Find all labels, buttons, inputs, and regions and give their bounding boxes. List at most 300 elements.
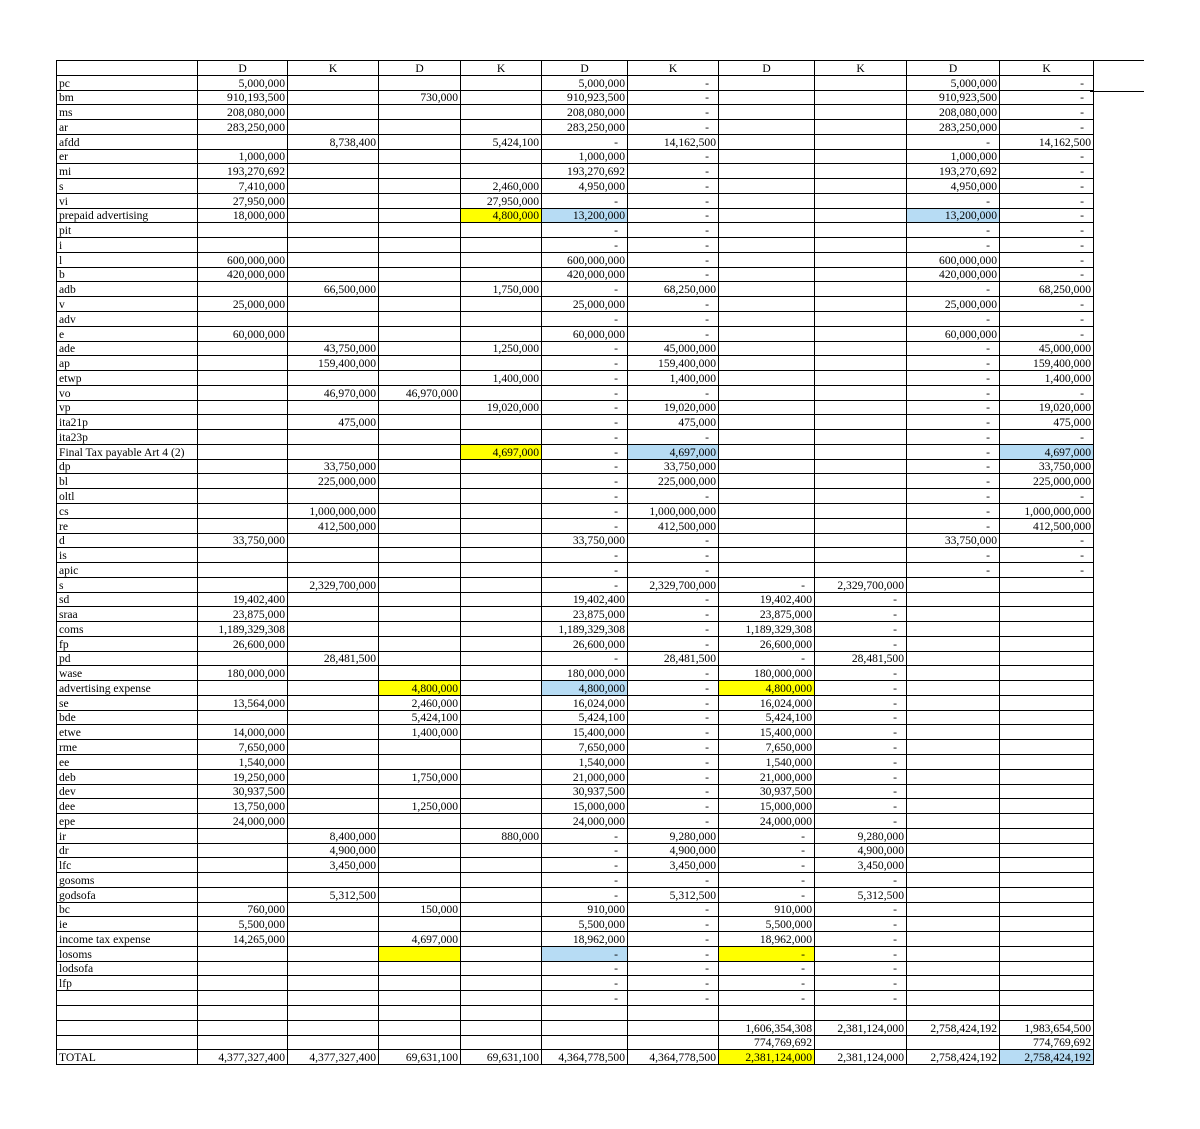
value-cell[interactable] (461, 503, 542, 518)
value-cell[interactable]: 33,750,000 (907, 533, 1000, 548)
value-cell[interactable]: - (719, 946, 815, 961)
value-cell[interactable]: 4,697,000 (461, 444, 542, 459)
account-cell[interactable]: losoms (57, 946, 198, 961)
value-cell[interactable]: 1,000,000,000 (1000, 503, 1094, 518)
account-cell[interactable]: ar (57, 120, 198, 135)
value-cell[interactable]: 3,450,000 (815, 858, 907, 873)
value-cell[interactable] (719, 518, 815, 533)
value-cell[interactable]: 283,250,000 (542, 120, 628, 135)
value-cell[interactable]: 19,402,400 (542, 592, 628, 607)
value-cell[interactable] (461, 149, 542, 164)
value-cell[interactable]: 412,500,000 (1000, 518, 1094, 533)
value-cell[interactable] (288, 681, 379, 696)
value-cell[interactable]: 2,460,000 (461, 179, 542, 194)
value-cell[interactable] (288, 961, 379, 976)
value-cell[interactable]: 2,381,124,000 (719, 1050, 815, 1065)
value-cell[interactable]: - (542, 223, 628, 238)
value-cell[interactable] (379, 991, 461, 1006)
value-cell[interactable]: - (628, 961, 719, 976)
value-cell[interactable]: - (1000, 90, 1094, 105)
value-cell[interactable] (461, 75, 542, 90)
value-cell[interactable]: 1,750,000 (379, 769, 461, 784)
value-cell[interactable]: 4,697,000 (1000, 444, 1094, 459)
value-cell[interactable]: - (628, 681, 719, 696)
value-cell[interactable]: 4,800,000 (379, 681, 461, 696)
value-cell[interactable]: - (542, 400, 628, 415)
value-cell[interactable] (628, 1006, 719, 1021)
value-cell[interactable] (1000, 636, 1094, 651)
value-cell[interactable] (1000, 946, 1094, 961)
value-cell[interactable]: 4,800,000 (542, 681, 628, 696)
value-cell[interactable] (461, 1006, 542, 1021)
value-cell[interactable]: - (628, 946, 719, 961)
value-cell[interactable] (379, 444, 461, 459)
value-cell[interactable] (379, 548, 461, 563)
value-cell[interactable]: 7,650,000 (719, 740, 815, 755)
value-cell[interactable]: - (542, 134, 628, 149)
value-cell[interactable]: - (628, 666, 719, 681)
value-cell[interactable] (907, 784, 1000, 799)
value-cell[interactable]: - (815, 784, 907, 799)
value-cell[interactable] (461, 297, 542, 312)
value-cell[interactable] (815, 193, 907, 208)
value-cell[interactable] (461, 799, 542, 814)
value-cell[interactable]: 19,402,400 (719, 592, 815, 607)
value-cell[interactable] (379, 873, 461, 888)
value-cell[interactable]: - (1000, 533, 1094, 548)
value-cell[interactable]: - (815, 991, 907, 1006)
value-cell[interactable] (461, 710, 542, 725)
value-cell[interactable]: 475,000 (288, 415, 379, 430)
value-cell[interactable]: 5,000,000 (542, 75, 628, 90)
value-cell[interactable] (461, 90, 542, 105)
value-cell[interactable]: 28,481,500 (628, 651, 719, 666)
account-cell[interactable]: afdd (57, 134, 198, 149)
account-cell[interactable]: etwp (57, 371, 198, 386)
account-cell[interactable]: dp (57, 459, 198, 474)
value-cell[interactable] (461, 695, 542, 710)
value-cell[interactable] (461, 622, 542, 637)
value-cell[interactable] (907, 858, 1000, 873)
account-cell[interactable]: ap (57, 356, 198, 371)
value-cell[interactable] (815, 164, 907, 179)
value-cell[interactable] (379, 740, 461, 755)
value-cell[interactable] (1000, 784, 1094, 799)
account-cell[interactable]: adb (57, 282, 198, 297)
value-cell[interactable]: 60,000,000 (198, 326, 288, 341)
value-cell[interactable]: 420,000,000 (907, 267, 1000, 282)
value-cell[interactable]: - (628, 725, 719, 740)
value-cell[interactable]: 5,500,000 (719, 917, 815, 932)
value-cell[interactable] (288, 710, 379, 725)
value-cell[interactable]: - (907, 548, 1000, 563)
value-cell[interactable] (379, 858, 461, 873)
value-cell[interactable] (1000, 814, 1094, 829)
value-cell[interactable]: 225,000,000 (628, 474, 719, 489)
account-cell[interactable]: prepaid advertising (57, 208, 198, 223)
value-cell[interactable]: - (628, 769, 719, 784)
value-cell[interactable] (1000, 1006, 1094, 1021)
value-cell[interactable] (461, 681, 542, 696)
value-cell[interactable]: 5,312,500 (628, 887, 719, 902)
value-cell[interactable] (1000, 887, 1094, 902)
value-cell[interactable]: 910,923,500 (542, 90, 628, 105)
value-cell[interactable]: - (815, 607, 907, 622)
value-cell[interactable] (1000, 858, 1094, 873)
value-cell[interactable]: - (628, 592, 719, 607)
value-cell[interactable] (198, 474, 288, 489)
value-cell[interactable]: 1,400,000 (379, 725, 461, 740)
value-cell[interactable] (461, 1035, 542, 1050)
account-cell[interactable]: vo (57, 385, 198, 400)
value-cell[interactable]: - (1000, 120, 1094, 135)
value-cell[interactable] (719, 533, 815, 548)
value-cell[interactable] (379, 636, 461, 651)
value-cell[interactable] (719, 400, 815, 415)
value-cell[interactable] (288, 430, 379, 445)
value-cell[interactable]: 600,000,000 (542, 252, 628, 267)
value-cell[interactable]: - (542, 371, 628, 386)
value-cell[interactable] (719, 548, 815, 563)
value-cell[interactable]: - (815, 681, 907, 696)
value-cell[interactable]: 1,000,000 (907, 149, 1000, 164)
value-cell[interactable] (288, 252, 379, 267)
value-cell[interactable] (288, 814, 379, 829)
value-cell[interactable] (1000, 769, 1094, 784)
account-cell[interactable]: mi (57, 164, 198, 179)
value-cell[interactable] (461, 666, 542, 681)
value-cell[interactable]: - (542, 430, 628, 445)
account-cell[interactable] (57, 991, 198, 1006)
value-cell[interactable]: - (628, 489, 719, 504)
value-cell[interactable]: - (542, 474, 628, 489)
value-cell[interactable]: 26,600,000 (542, 636, 628, 651)
value-cell[interactable] (379, 754, 461, 769)
value-cell[interactable]: 4,900,000 (815, 843, 907, 858)
value-cell[interactable]: - (907, 563, 1000, 578)
value-cell[interactable] (461, 120, 542, 135)
value-cell[interactable] (379, 1035, 461, 1050)
value-cell[interactable]: - (628, 208, 719, 223)
value-cell[interactable]: 1,189,329,308 (198, 622, 288, 637)
header-col-1[interactable]: D (198, 61, 288, 76)
value-cell[interactable]: - (628, 799, 719, 814)
value-cell[interactable]: 33,750,000 (198, 533, 288, 548)
value-cell[interactable]: - (628, 120, 719, 135)
value-cell[interactable]: - (1000, 312, 1094, 327)
value-cell[interactable] (379, 312, 461, 327)
value-cell[interactable] (379, 666, 461, 681)
value-cell[interactable]: 4,377,327,400 (288, 1050, 379, 1065)
value-cell[interactable] (461, 991, 542, 1006)
value-cell[interactable]: 7,650,000 (542, 740, 628, 755)
account-cell[interactable]: sraa (57, 607, 198, 622)
value-cell[interactable]: 15,400,000 (719, 725, 815, 740)
value-cell[interactable] (542, 1006, 628, 1021)
value-cell[interactable]: - (542, 961, 628, 976)
value-cell[interactable] (719, 105, 815, 120)
value-cell[interactable] (907, 799, 1000, 814)
value-cell[interactable] (719, 164, 815, 179)
value-cell[interactable] (719, 503, 815, 518)
value-cell[interactable] (907, 666, 1000, 681)
value-cell[interactable] (379, 341, 461, 356)
value-cell[interactable] (379, 223, 461, 238)
account-cell[interactable]: is (57, 548, 198, 563)
value-cell[interactable]: 150,000 (379, 902, 461, 917)
value-cell[interactable]: - (815, 666, 907, 681)
value-cell[interactable]: - (628, 238, 719, 253)
value-cell[interactable] (815, 1006, 907, 1021)
value-cell[interactable]: 15,000,000 (542, 799, 628, 814)
account-cell[interactable]: deb (57, 769, 198, 784)
value-cell[interactable]: - (542, 976, 628, 991)
value-cell[interactable] (288, 489, 379, 504)
value-cell[interactable] (461, 518, 542, 533)
value-cell[interactable] (719, 297, 815, 312)
value-cell[interactable] (815, 371, 907, 386)
value-cell[interactable] (907, 769, 1000, 784)
value-cell[interactable]: 23,875,000 (719, 607, 815, 622)
value-cell[interactable]: - (542, 651, 628, 666)
value-cell[interactable]: - (542, 946, 628, 961)
value-cell[interactable]: - (628, 223, 719, 238)
header-col-3[interactable]: D (379, 61, 461, 76)
value-cell[interactable] (288, 297, 379, 312)
header-col-8[interactable]: K (815, 61, 907, 76)
value-cell[interactable] (461, 902, 542, 917)
value-cell[interactable]: 13,750,000 (198, 799, 288, 814)
value-cell[interactable] (198, 946, 288, 961)
value-cell[interactable] (288, 991, 379, 1006)
value-cell[interactable] (379, 1006, 461, 1021)
value-cell[interactable]: 180,000,000 (198, 666, 288, 681)
value-cell[interactable]: 46,970,000 (288, 385, 379, 400)
value-cell[interactable]: - (1000, 548, 1094, 563)
value-cell[interactable]: 910,000 (719, 902, 815, 917)
account-cell[interactable]: bde (57, 710, 198, 725)
value-cell[interactable]: 4,900,000 (628, 843, 719, 858)
value-cell[interactable]: - (628, 326, 719, 341)
value-cell[interactable]: 19,020,000 (461, 400, 542, 415)
value-cell[interactable] (379, 622, 461, 637)
value-cell[interactable]: 13,564,000 (198, 695, 288, 710)
value-cell[interactable] (379, 193, 461, 208)
value-cell[interactable]: - (628, 75, 719, 90)
value-cell[interactable] (719, 149, 815, 164)
account-cell[interactable] (57, 1035, 198, 1050)
value-cell[interactable]: 2,758,424,192 (907, 1020, 1000, 1035)
value-cell[interactable] (198, 1035, 288, 1050)
value-cell[interactable]: - (542, 991, 628, 1006)
value-cell[interactable] (461, 636, 542, 651)
value-cell[interactable]: 68,250,000 (1000, 282, 1094, 297)
value-cell[interactable]: 25,000,000 (907, 297, 1000, 312)
value-cell[interactable] (461, 814, 542, 829)
value-cell[interactable] (907, 961, 1000, 976)
value-cell[interactable]: 43,750,000 (288, 341, 379, 356)
value-cell[interactable]: 4,697,000 (379, 932, 461, 947)
value-cell[interactable]: 7,650,000 (198, 740, 288, 755)
value-cell[interactable] (379, 976, 461, 991)
value-cell[interactable]: - (542, 503, 628, 518)
account-cell[interactable]: e (57, 326, 198, 341)
value-cell[interactable] (815, 134, 907, 149)
value-cell[interactable]: - (1000, 252, 1094, 267)
value-cell[interactable]: - (628, 740, 719, 755)
value-cell[interactable] (1000, 961, 1094, 976)
value-cell[interactable]: - (628, 991, 719, 1006)
value-cell[interactable] (198, 563, 288, 578)
value-cell[interactable]: 5,500,000 (198, 917, 288, 932)
header-col-2[interactable]: K (288, 61, 379, 76)
value-cell[interactable]: 420,000,000 (542, 267, 628, 282)
value-cell[interactable] (288, 740, 379, 755)
value-cell[interactable] (198, 223, 288, 238)
value-cell[interactable] (288, 592, 379, 607)
value-cell[interactable]: - (815, 932, 907, 947)
value-cell[interactable] (198, 238, 288, 253)
value-cell[interactable] (461, 430, 542, 445)
value-cell[interactable]: - (907, 430, 1000, 445)
value-cell[interactable] (628, 1020, 719, 1035)
value-cell[interactable]: 23,875,000 (542, 607, 628, 622)
value-cell[interactable] (379, 415, 461, 430)
value-cell[interactable]: 8,738,400 (288, 134, 379, 149)
value-cell[interactable]: 412,500,000 (288, 518, 379, 533)
value-cell[interactable] (461, 223, 542, 238)
value-cell[interactable] (719, 282, 815, 297)
value-cell[interactable]: 26,600,000 (719, 636, 815, 651)
value-cell[interactable] (461, 489, 542, 504)
value-cell[interactable]: 1,189,329,308 (719, 622, 815, 637)
value-cell[interactable] (719, 223, 815, 238)
value-cell[interactable] (461, 326, 542, 341)
value-cell[interactable] (288, 105, 379, 120)
value-cell[interactable] (907, 681, 1000, 696)
value-cell[interactable] (379, 371, 461, 386)
account-cell[interactable]: epe (57, 814, 198, 829)
value-cell[interactable] (288, 193, 379, 208)
value-cell[interactable]: - (542, 828, 628, 843)
value-cell[interactable] (1000, 991, 1094, 1006)
value-cell[interactable]: 33,750,000 (542, 533, 628, 548)
value-cell[interactable] (907, 887, 1000, 902)
value-cell[interactable]: 69,631,100 (461, 1050, 542, 1065)
value-cell[interactable] (288, 754, 379, 769)
value-cell[interactable] (461, 312, 542, 327)
account-cell[interactable]: coms (57, 622, 198, 637)
value-cell[interactable] (379, 946, 461, 961)
value-cell[interactable]: 225,000,000 (288, 474, 379, 489)
value-cell[interactable]: - (815, 592, 907, 607)
account-cell[interactable]: sd (57, 592, 198, 607)
value-cell[interactable] (198, 577, 288, 592)
value-cell[interactable]: - (542, 518, 628, 533)
value-cell[interactable] (288, 622, 379, 637)
account-cell[interactable]: dr (57, 843, 198, 858)
value-cell[interactable] (379, 1020, 461, 1035)
value-cell[interactable] (719, 134, 815, 149)
value-cell[interactable]: 24,000,000 (719, 814, 815, 829)
value-cell[interactable] (461, 563, 542, 578)
value-cell[interactable] (198, 371, 288, 386)
value-cell[interactable] (907, 814, 1000, 829)
value-cell[interactable]: - (542, 385, 628, 400)
value-cell[interactable]: 730,000 (379, 90, 461, 105)
account-cell[interactable]: wase (57, 666, 198, 681)
value-cell[interactable]: - (907, 341, 1000, 356)
value-cell[interactable] (719, 1006, 815, 1021)
value-cell[interactable]: - (628, 548, 719, 563)
value-cell[interactable] (815, 223, 907, 238)
value-cell[interactable]: 4,950,000 (542, 179, 628, 194)
value-cell[interactable]: - (542, 356, 628, 371)
value-cell[interactable] (288, 208, 379, 223)
value-cell[interactable] (288, 799, 379, 814)
value-cell[interactable] (461, 740, 542, 755)
value-cell[interactable]: 19,020,000 (1000, 400, 1094, 415)
value-cell[interactable] (288, 312, 379, 327)
value-cell[interactable] (288, 179, 379, 194)
value-cell[interactable] (1000, 799, 1094, 814)
value-cell[interactable]: 9,280,000 (628, 828, 719, 843)
value-cell[interactable]: - (628, 814, 719, 829)
value-cell[interactable]: - (719, 873, 815, 888)
value-cell[interactable] (907, 651, 1000, 666)
value-cell[interactable]: 24,000,000 (198, 814, 288, 829)
value-cell[interactable]: 193,270,692 (907, 164, 1000, 179)
value-cell[interactable]: 283,250,000 (198, 120, 288, 135)
value-cell[interactable] (379, 282, 461, 297)
value-cell[interactable] (815, 120, 907, 135)
value-cell[interactable]: - (628, 784, 719, 799)
value-cell[interactable] (461, 474, 542, 489)
value-cell[interactable]: - (815, 725, 907, 740)
value-cell[interactable] (379, 592, 461, 607)
value-cell[interactable]: 9,280,000 (815, 828, 907, 843)
value-cell[interactable] (288, 400, 379, 415)
value-cell[interactable] (379, 607, 461, 622)
value-cell[interactable]: - (1000, 563, 1094, 578)
value-cell[interactable] (461, 976, 542, 991)
value-cell[interactable]: 2,381,124,000 (815, 1020, 907, 1035)
value-cell[interactable] (379, 149, 461, 164)
value-cell[interactable]: - (628, 312, 719, 327)
value-cell[interactable]: - (628, 636, 719, 651)
header-col-9[interactable]: D (907, 61, 1000, 76)
value-cell[interactable]: 159,400,000 (628, 356, 719, 371)
value-cell[interactable] (907, 695, 1000, 710)
header-col-6[interactable]: K (628, 61, 719, 76)
value-cell[interactable]: 1,000,000 (198, 149, 288, 164)
value-cell[interactable] (288, 666, 379, 681)
value-cell[interactable]: - (542, 444, 628, 459)
value-cell[interactable]: - (628, 267, 719, 282)
value-cell[interactable] (379, 164, 461, 179)
value-cell[interactable] (719, 75, 815, 90)
value-cell[interactable]: 18,962,000 (542, 932, 628, 947)
value-cell[interactable] (815, 105, 907, 120)
value-cell[interactable]: 21,000,000 (719, 769, 815, 784)
value-cell[interactable] (719, 341, 815, 356)
value-cell[interactable] (379, 400, 461, 415)
value-cell[interactable] (288, 326, 379, 341)
value-cell[interactable]: 2,329,700,000 (815, 577, 907, 592)
value-cell[interactable]: - (542, 489, 628, 504)
value-cell[interactable] (815, 518, 907, 533)
value-cell[interactable]: 774,769,692 (1000, 1035, 1094, 1050)
